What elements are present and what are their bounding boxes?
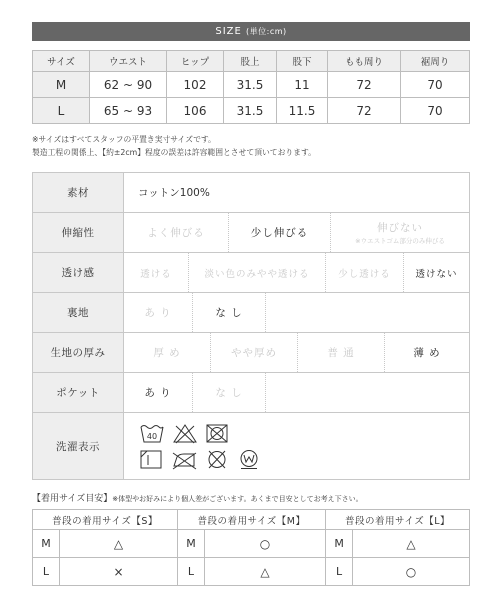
no-tumble-dry-icon [204, 422, 230, 444]
fit-size-cell: L [177, 558, 204, 586]
spec-row-sheer [33, 253, 470, 293]
thickness-label: 生地の厚み [33, 333, 124, 373]
fit-size-cell: M [177, 530, 204, 558]
fit-guide-note: ※体型やお好みにより個人差がございます。あくまで目安としてお考え下さい。 [112, 495, 363, 503]
size-note: ※サイズはすべてスタッフの平置き実寸サイズです。 [32, 135, 216, 144]
material-label: 素材 [33, 173, 124, 213]
line-dry-shade-icon [138, 448, 164, 470]
fit-size-cell: L [326, 558, 353, 586]
size-cell: M [33, 72, 90, 98]
hip-col-header: ヒップ [167, 51, 224, 72]
stretch-option-none: 伸びない ※ウエストゴム部分のみ伸びる [355, 222, 445, 245]
thickness-option-normal: 普 通 [298, 333, 385, 372]
stretch-label: 伸縮性 [33, 213, 124, 253]
fit-mark-cell: × [60, 558, 178, 586]
sheer-option-sheer: 透ける [124, 253, 189, 292]
fit-mark-cell: △ [204, 558, 325, 586]
fit-mark-cell: △ [60, 530, 178, 558]
no-iron-icon [170, 448, 198, 470]
size-unit: (単位:cm) [246, 27, 287, 36]
thigh-cell: 72 [328, 72, 401, 98]
thickness-option-thin: 薄 め [413, 347, 441, 359]
fit-guide-table [32, 509, 470, 586]
hem-cell: 70 [401, 72, 470, 98]
wash-symbols [124, 413, 469, 479]
waist-col-header: ウエスト [90, 51, 167, 72]
thigh-cell: 72 [328, 98, 401, 124]
thickness-option-slightly-thick: やや厚め [211, 333, 298, 372]
table-row [33, 98, 470, 124]
fit-mark-cell: ○ [353, 558, 470, 586]
stretch-option-high: よく伸びる [124, 213, 229, 252]
fit-col-header-m: 普段の着用サイズ【M】 [177, 510, 325, 530]
pocket-label: ポケット [33, 373, 124, 413]
rise-cell: 31.5 [224, 72, 277, 98]
sheer-option-light-only: 淡い色のみやや透ける [189, 253, 326, 292]
table-row [33, 558, 470, 586]
stretch-option-some: 少し伸びる [229, 213, 331, 252]
fit-header-row [33, 510, 470, 530]
fit-guide-title [32, 491, 363, 504]
sheer-option-opaque: 透けない [415, 268, 458, 280]
size-table-header-row [33, 51, 470, 72]
fit-col-header-l: 普段の着用サイズ【L】 [326, 510, 470, 530]
inseam-cell: 11.5 [277, 98, 328, 124]
spec-row-lining [33, 293, 470, 333]
tolerance-note: 製造工程の関係上、【約±2cm】程度の誤差は許容範囲とさせて頂いております。 [32, 148, 316, 157]
fit-size-cell: M [33, 530, 60, 558]
hem-cell: 70 [401, 98, 470, 124]
rise-cell: 31.5 [224, 98, 277, 124]
sheer-option-slightly: 少し透ける [326, 253, 404, 292]
wet-clean-icon [236, 448, 262, 470]
wash-label: 洗濯表示 [33, 413, 124, 480]
lining-label: 裏地 [33, 293, 124, 333]
thickness-option-thick: 厚 め [124, 333, 211, 372]
table-row [33, 530, 470, 558]
inseam-col-header: 股下 [277, 51, 328, 72]
waist-cell: 62 ~ 90 [90, 72, 167, 98]
fit-col-header-s: 普段の着用サイズ【S】 [33, 510, 178, 530]
pocket-option-no: な し [193, 373, 266, 412]
fit-mark-cell: ○ [204, 530, 325, 558]
waist-cell: 65 ~ 93 [90, 98, 167, 124]
rise-col-header: 股上 [224, 51, 277, 72]
spec-row-pocket [33, 373, 470, 413]
thigh-col-header: もも周り [328, 51, 401, 72]
pocket-option-yes: あ り [124, 373, 193, 412]
fit-guide-heading: 【着用サイズ目安】 [32, 494, 113, 504]
size-cell: L [33, 98, 90, 124]
size-table [32, 50, 470, 124]
size-col-header: サイズ [33, 51, 90, 72]
spec-row-stretch [33, 213, 470, 253]
spec-row-wash [33, 413, 470, 480]
hip-cell: 106 [167, 98, 224, 124]
svg-text:40: 40 [146, 432, 158, 441]
wash-tub-40-icon [138, 422, 166, 444]
spec-table [32, 172, 470, 480]
size-header [32, 22, 470, 41]
inseam-cell: 11 [277, 72, 328, 98]
table-row [33, 72, 470, 98]
size-title: SIZE [215, 26, 242, 37]
no-bleach-icon [172, 422, 198, 444]
spec-row-thickness [33, 333, 470, 373]
material-value: コットン100% [138, 187, 210, 199]
spec-row-material [33, 173, 470, 213]
fit-size-cell: M [326, 530, 353, 558]
lining-option-no: な し [193, 293, 266, 332]
hip-cell: 102 [167, 72, 224, 98]
fit-size-cell: L [33, 558, 60, 586]
hem-col-header: 裾周り [401, 51, 470, 72]
sheer-label: 透け感 [33, 253, 124, 293]
no-dry-clean-icon [204, 448, 230, 470]
stretch-sub-note: ※ウエストゴム部分のみ伸びる [355, 237, 445, 245]
fit-mark-cell: △ [353, 530, 470, 558]
lining-option-yes: あ り [124, 293, 193, 332]
